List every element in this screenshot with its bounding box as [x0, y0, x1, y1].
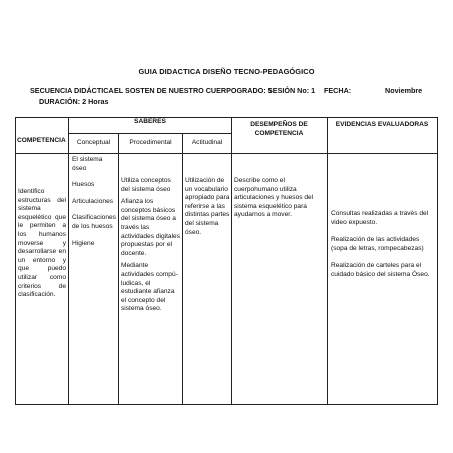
conceptual-item: El sistema óseo: [72, 156, 103, 172]
conceptual-item: Clasificaciones de los huesos: [72, 214, 116, 230]
col-divider-3: [182, 133, 183, 405]
document-title: GUIA DIDACTICA DISEÑO TECNO-PEDAGÓGICO: [138, 67, 315, 76]
fecha-label: FECHA:: [324, 86, 352, 95]
conceptual-item: Higiene: [72, 239, 95, 247]
actitudinal-text: Utilización de un vocabulario apropiado para referirse a las distintas partes del sistema óseo.: [185, 177, 230, 236]
table-border-bottom: [15, 404, 438, 405]
secuencia-label: SECUENCIA DIDÁCTICA:: [30, 86, 116, 95]
desempenos-text: Describe como el cuerpohumano utiliza articulaciones y huesos del sistema esquelético para ayudarnos a mover.: [234, 177, 314, 219]
col-divider-1: [68, 117, 69, 405]
sesion-label: SESIÓN No: 1: [268, 86, 316, 95]
evidencias-item: Realización de carteles para el cuidado básico del sistema Óseo.: [331, 262, 430, 278]
procedimental-item: Utiliza conceptos del sistema óseo: [121, 177, 171, 193]
table-border-left: [15, 117, 16, 405]
procedimental-header: Procedimental: [129, 139, 172, 146]
conceptual-header: Conceptual: [76, 139, 111, 146]
evidencias-item: Realización de las actividades (sopa de letras, rompecabezas): [331, 236, 424, 252]
secuencia-value: EL SOSTEN DE NUESTRO CUERPOGRADO: 5: [114, 86, 272, 95]
desempenos-header: DESEMPEÑOS DE COMPETENCIA: [250, 121, 308, 137]
table-border-right: [437, 117, 438, 405]
conceptual-list: [72, 156, 118, 252]
competencia-text: Identifico estructuras del sistema esquelético que le permiten a los humanos moverse y desarrollarse en un entorno y que puedo utilizar como criterios de clasificación.: [18, 188, 66, 299]
conceptual-item: Huesos: [72, 181, 95, 189]
saberes-divider: [68, 133, 231, 134]
actitudinal-header: Actitudinal: [191, 139, 223, 146]
col-divider-4: [231, 117, 232, 405]
procedimental-list: [121, 177, 181, 318]
competencia-header: COMPETENCIA: [17, 137, 66, 144]
conceptual-item: Articulaciones: [72, 197, 114, 205]
col-divider-2: [118, 133, 119, 405]
evidencias-list: [331, 210, 435, 284]
fecha-value: Noviembre: [385, 86, 423, 95]
evidencias-item: Consultas realizadas a través del video expuesto.: [331, 210, 429, 226]
procedimental-item: Afianza los conceptos básicos del sistema óseo a través las actividades digitales propuestas por el docente.: [121, 198, 181, 257]
saberes-header: SABERES: [134, 118, 166, 125]
procedimental-item: Mediante actividades compú-ludicas, el estudiante afianza el concepto del sistema óseo.: [121, 262, 178, 313]
duracion-label: DURACIÓN: 2 Horas: [39, 97, 109, 106]
col-divider-5: [327, 117, 328, 405]
evidencias-header: EVIDENCIAS EVALUADORAS: [335, 121, 429, 128]
header-divider: [15, 153, 438, 154]
